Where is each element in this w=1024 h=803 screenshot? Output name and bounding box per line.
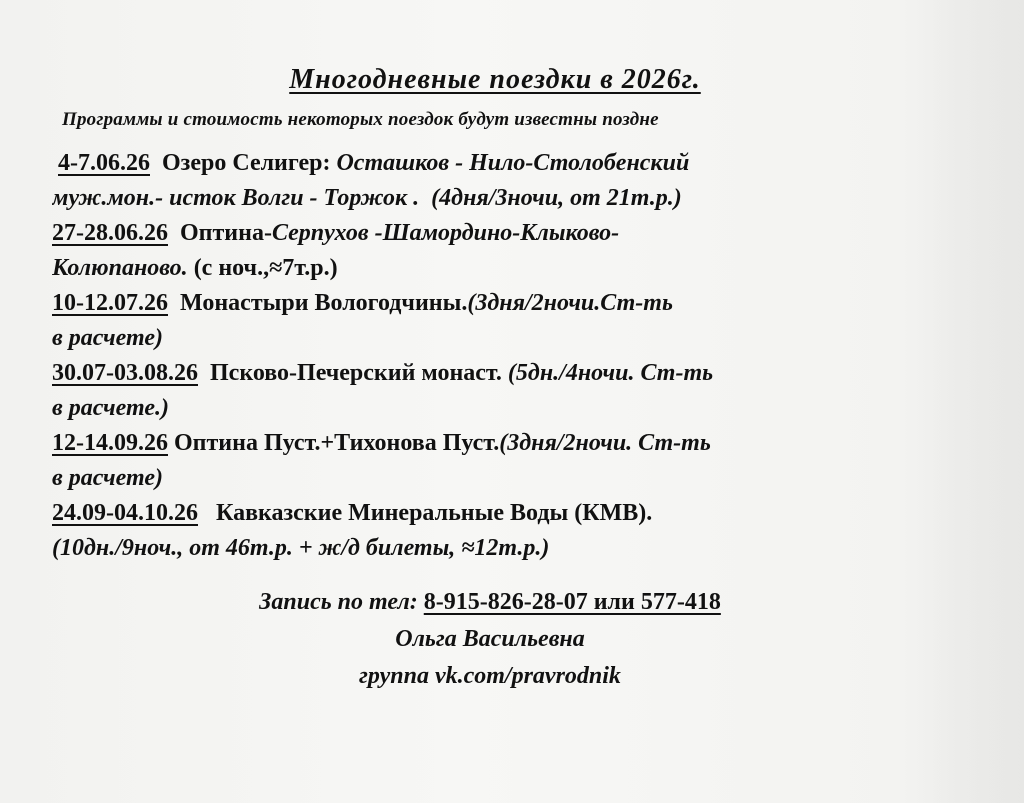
trip-date: 30.07-03.08.26 <box>52 360 198 386</box>
signup-line <box>0 584 980 621</box>
trip-route: Осташков - Нило-Столобенский <box>336 150 690 176</box>
trip-details-cont: в расчете) <box>52 325 163 351</box>
trip-item-line <box>52 251 932 286</box>
contact-name: Ольга Васильевна <box>395 626 585 652</box>
signup-label: Запись по тел: <box>259 589 418 615</box>
document-subtitle: Программы и стоимость некоторых поездок будут известны поздне <box>62 109 659 130</box>
trip-details: (3дня/2ночи. Ст-ть <box>499 430 711 456</box>
trip-item-line <box>52 426 932 461</box>
trip-item-line <box>52 531 932 566</box>
trip-date: 27-28.06.26 <box>52 220 168 246</box>
contact-block <box>0 584 980 695</box>
trip-details: (3дня/2ночи.Ст-ть <box>467 290 673 316</box>
trip-route-cont: муж.мон.- исток Волги - Торжок . <box>52 185 420 211</box>
trip-details: (4дня/3ночи, от 21т.р.) <box>431 185 682 211</box>
trip-name: Оптина Пуст.+Тихонова Пуст. <box>174 430 500 456</box>
trip-name: Оптина- <box>180 220 272 246</box>
trip-date: 4-7.06.26 <box>58 150 150 176</box>
trip-details-cont: (10дн./9ноч., от 46т.р. + ж/д билеты, ≈12т.р.) <box>52 535 550 561</box>
trip-item-line <box>52 286 932 321</box>
trip-date: 10-12.07.26 <box>52 290 168 316</box>
phone-number: 8-915-826-28-07 или 577-418 <box>423 589 721 615</box>
trip-name: Озеро Селигер: <box>162 150 331 176</box>
trip-item-line <box>52 461 932 496</box>
group-link: группа vk.com/pravrodnik <box>359 663 621 689</box>
trip-item-line <box>52 321 932 356</box>
trip-item-line <box>52 146 932 181</box>
trip-date: 24.09-04.10.26 <box>52 500 198 526</box>
trip-details: (5дн./4ночи. Ст-ть <box>507 360 714 386</box>
trip-route: Серпухов -Шамордино-Клыково- <box>271 220 620 246</box>
trip-item-line <box>52 496 932 531</box>
trip-item-line <box>52 356 932 391</box>
title-text: Многодневные поездки в 2026г. <box>289 64 701 95</box>
document-title <box>0 64 990 96</box>
trip-date: 12-14.09.26 <box>52 430 168 456</box>
trip-details: (с ноч.,≈7т.р.) <box>193 255 338 281</box>
trip-name: Монастыри Вологодчины. <box>180 290 468 316</box>
trip-item-line <box>52 216 932 251</box>
trip-details-cont: в расчете) <box>52 465 163 491</box>
trip-details-cont: в расчете.) <box>52 395 169 421</box>
trip-item-line <box>52 181 932 216</box>
trip-list <box>52 146 932 566</box>
trip-name: Псково-Печерский монаст. <box>210 360 502 386</box>
trip-item-line <box>52 391 932 426</box>
trip-name: Кавказские Минеральные Воды (КМВ). <box>216 500 653 526</box>
trip-route-cont: Колюпаново. <box>52 255 188 281</box>
